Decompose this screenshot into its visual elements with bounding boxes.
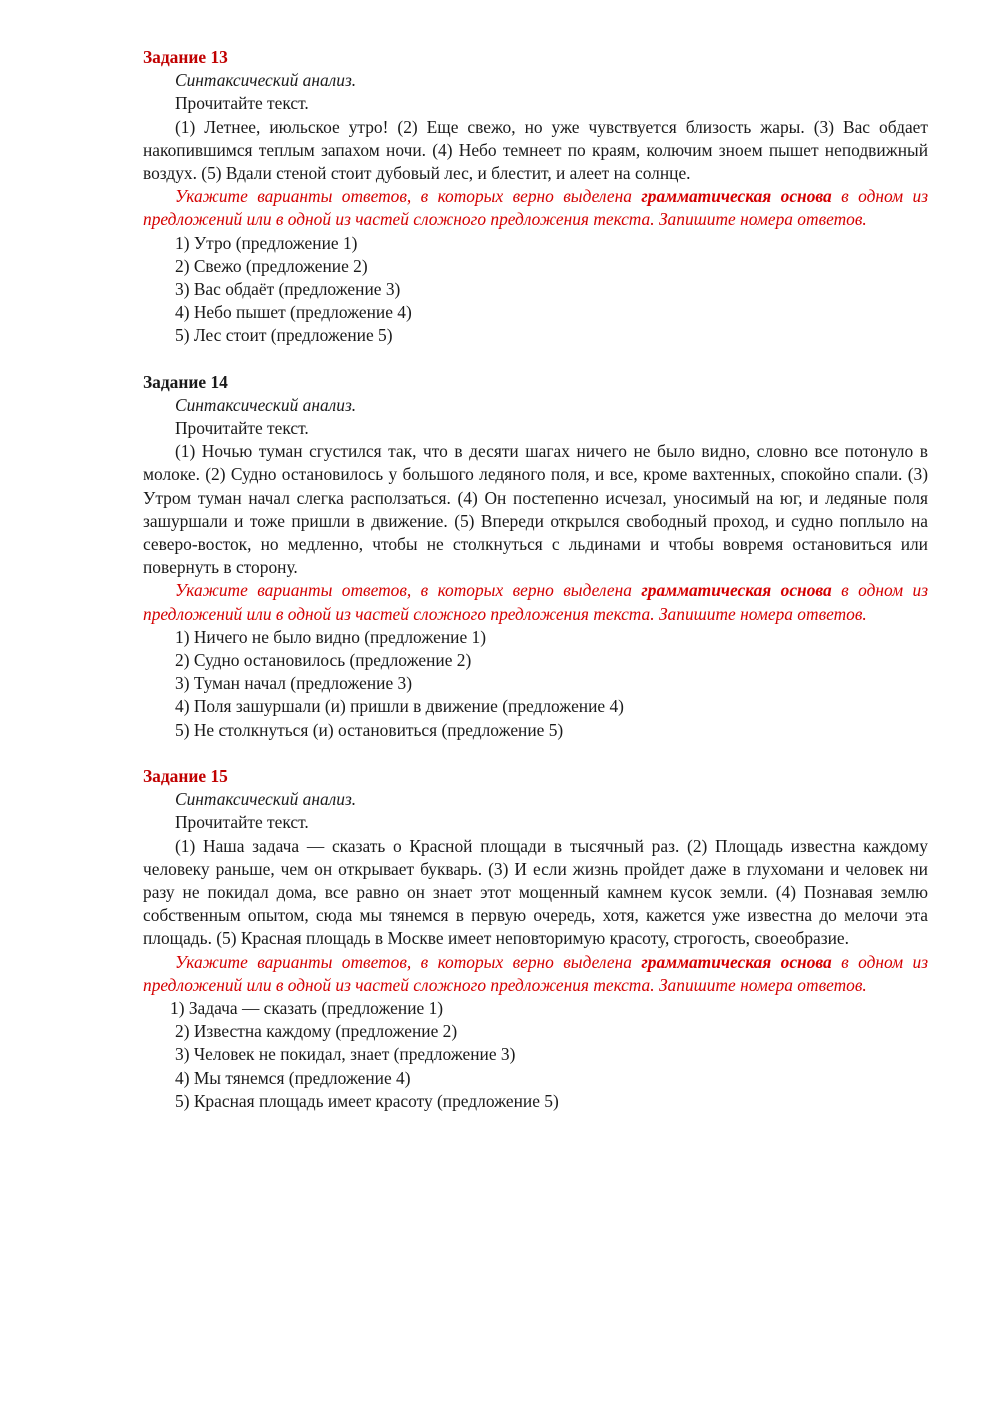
instruction-end: в одном из предложений или в одной из частей сложного предложения текста. Запишите номера ответов.	[143, 186, 929, 230]
task-subtitle: Синтаксический анализ.	[175, 70, 357, 91]
answer-option: 4) Небо пышет (предложение 4)	[175, 302, 412, 323]
task-title: Задание 13	[143, 47, 228, 67]
answer-option: 1) Задача — сказать (предложение 1)	[170, 997, 444, 1018]
answer-option: 4) Мы тянемся (предложение 4)	[175, 1067, 411, 1088]
task-14	[143, 371, 928, 742]
task-subtitle: Синтаксический анализ.	[175, 394, 357, 415]
instruction-end: в одном из предложений или в одной из частей сложного предложения текста. Запишите номера ответов.	[143, 951, 929, 995]
answer-options	[143, 626, 928, 742]
answer-option: 5) Лес стоит (предложение 5)	[175, 325, 393, 346]
read-prompt: Прочитайте текст.	[175, 812, 309, 833]
answer-option: 2) Известна каждому (предложение 2)	[175, 1021, 458, 1042]
task-text: (1) Летнее, июльское утро! (2) Еще свежо, но уже чувствуется близость жары. (3) Вас обдает накопившимся теплым запахом ночи. (4) Небо темнеет по краям, колючим зноем пышет неподвижный воздух. (5) Вдали стеной стоит дубовый лес, и блестит, и алеет на солнце.	[143, 116, 928, 184]
read-prompt: Прочитайте текст.	[175, 418, 309, 439]
instruction-start: Укажите варианты ответов, в которых верно выделена	[175, 951, 642, 972]
answer-option: 2) Судно остановилось (предложение 2)	[175, 650, 472, 671]
instruction-bold: грамматическая основа	[641, 580, 832, 601]
answer-option: 3) Человек не покидал, знает (предложение 3)	[175, 1044, 516, 1065]
instruction-bold: грамматическая основа	[641, 186, 832, 207]
answer-option: 1) Ничего не было видно (предложение 1)	[175, 626, 486, 647]
instruction-end: в одном из предложений или в одной из частей сложного предложения текста. Запишите номера ответов.	[143, 580, 929, 624]
instruction-start: Укажите варианты ответов, в которых верно выделена	[175, 580, 642, 601]
answer-option: 3) Туман начал (предложение 3)	[175, 673, 413, 694]
answer-option: 5) Красная площадь имеет красоту (предложение 5)	[175, 1090, 559, 1111]
task-title: Задание 14	[143, 371, 228, 392]
instruction-start: Укажите варианты ответов, в которых верно выделена	[175, 186, 642, 207]
task-title: Задание 15	[143, 765, 228, 786]
worksheet-page	[143, 46, 928, 1113]
task-15	[143, 765, 928, 1113]
task-text: (1) Наша задача — сказать о Красной площади в тысячный раз. (2) Площадь известна каждому человеку раньше, чем он открывает букварь. (3) И если жизнь пройдет даже в глухомани и человек ни разу не покидал дома, все равно он знает этот мощенный камнем кусок земли. (4) Познавая землю собственным опытом, сюда мы тянемся в первую очередь, хотя, кажется уже известна до мелочи эта площадь. (5) Красная площадь в Москве имеет неповторимую красоту, строгость, своеобразие.	[143, 835, 928, 949]
answer-option: 3) Вас обдаёт (предложение 3)	[175, 279, 401, 300]
answer-option: 4) Поля зашуршали (и) пришли в движение (предложение 4)	[175, 696, 624, 717]
answer-options	[143, 997, 928, 1113]
answer-option: 2) Свежо (предложение 2)	[175, 255, 368, 276]
task-instruction	[143, 185, 928, 231]
answer-option: 5) Не столкнуться (и) остановиться (предложение 5)	[175, 719, 564, 740]
task-instruction	[143, 951, 928, 997]
instruction-bold: грамматическая основа	[641, 951, 832, 972]
task-subtitle: Синтаксический анализ.	[175, 789, 357, 810]
task-instruction	[143, 579, 928, 625]
read-prompt: Прочитайте текст.	[175, 93, 309, 114]
answer-options	[143, 232, 928, 348]
task-text: (1) Ночью туман сгустился так, что в десяти шагах ничего не было видно, словно все потонуло в молоке. (2) Судно остановилось у большого ледяного поля, и все, кроме вахтенных, спокойно спали. (3) Утром туман начал слегка расползаться. (4) Он постепенно исчезал, уносимый на юг, и ледяные поля зашуршали и тоже пришли в движение. (5) Впереди открылся свободный проход, и судно поплыло на северо-восток, но медленно, чтобы не столкнуться с льдинами и чтобы вовремя остановиться или повернуть в сторону.	[143, 441, 928, 578]
task-13	[143, 46, 928, 348]
answer-option: 1) Утро (предложение 1)	[175, 232, 358, 253]
